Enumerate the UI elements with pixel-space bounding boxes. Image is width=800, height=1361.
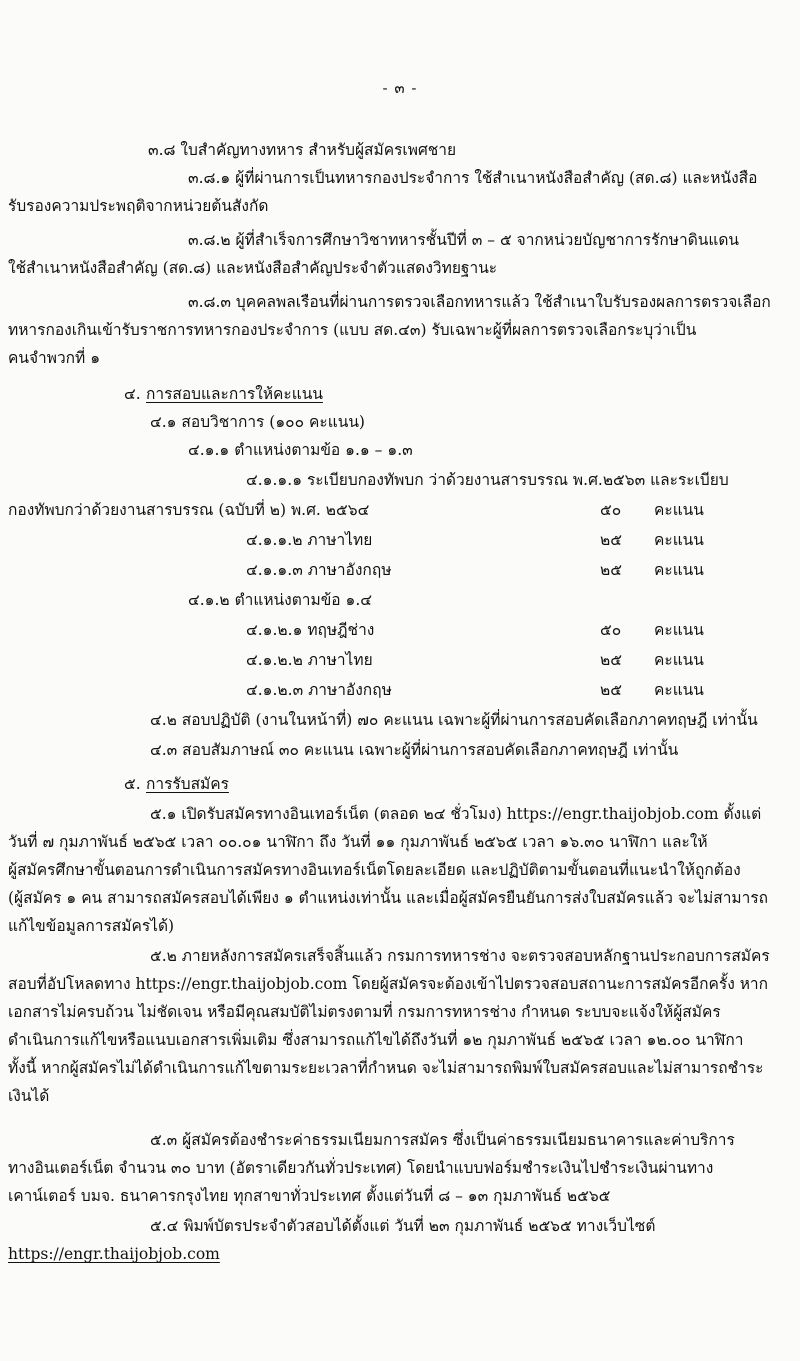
score-unit: คะแนน (654, 621, 704, 639)
item-4-1-1: ๔.๑.๑ ตำแหน่งตามข้อ ๑.๑ – ๑.๓ (188, 441, 413, 459)
para-5-1-line2: วันที่ ๗ กุมภาพันธ์ ๒๕๖๕ เวลา ๐๐.๐๑ นาฬิกา ถึง วันที่ ๑๑ กุมภาพันธ์ ๒๕๖๕ เวลา ๑๖.๓๐ นาฬิกา และให้ (8, 833, 708, 851)
item-3-8-1-line1: ๓.๘.๑ ผู้ที่ผ่านการเป็นทหารกองประจำการ ใช้สำเนาหนังสือสำคัญ (สด.๘) และหนังสือ (188, 169, 758, 187)
item-4-2: ๔.๒ สอบปฏิบัติ (งานในหน้าที่) ๗๐ คะแนน เฉพาะผู้ที่ผ่านการสอบคัดเลือกภาคทฤษฎี เท่านั้น (150, 711, 758, 729)
para-5-3-line1: ๕.๓ ผู้สมัครต้องชำระค่าธรรมเนียมการสมัคร ซึ่งเป็นค่าธรรมเนียมธนาคารและค่าบริการ (150, 1131, 735, 1149)
score-4-1-1-3: ๒๕ (600, 561, 622, 579)
para-5-2-line5: ทั้งนี้ หากผู้สมัครไม่ได้ดำเนินการแก้ไขตามระยะเวลาที่กำหนด จะไม่สามารถพิมพ์ใบสมัครสอบและไม่สามารถชำระ (8, 1059, 764, 1077)
score-unit: คะแนน (654, 501, 704, 519)
score-4-1-2-2: ๒๕ (600, 651, 622, 669)
score-unit: คะแนน (654, 681, 704, 699)
item-4-1-1-1-line1: ๔.๑.๑.๑ ระเบียบกองทัพบก ว่าด้วยงานสารบรรณ พ.ศ.๒๕๖๓ และระเบียบ (246, 471, 729, 489)
section-3-8-title: ๓.๘ ใบสำคัญทางทหาร สำหรับผู้สมัครเพศชาย (148, 141, 457, 159)
item-4-3: ๔.๓ สอบสัมภาษณ์ ๓๐ คะแนน เฉพาะผู้ที่ผ่านการสอบคัดเลือกภาคทฤษฎี เท่านั้น (150, 741, 679, 759)
item-4-1-2-2: ๔.๑.๒.๒ ภาษาไทย (246, 651, 373, 669)
item-4-1-2-1: ๔.๑.๒.๑ ทฤษฎีช่าง (246, 621, 375, 639)
score-unit: คะแนน (654, 651, 704, 669)
section-5-heading: การรับสมัคร (146, 775, 229, 793)
score-4-1-2-3: ๒๕ (600, 681, 622, 699)
score-4-1-1-2: ๒๕ (600, 531, 622, 549)
para-5-4-line1: ๕.๔ พิมพ์บัตรประจำตัวสอบได้ตั้งแต่ วันที่ ๒๓ กุมภาพันธ์ ๒๕๖๕ ทางเว็บไซต์ (150, 1217, 656, 1235)
item-4-1: ๔.๑ สอบวิชาการ (๑๐๐ คะแนน) (150, 413, 365, 431)
item-3-8-2-line2: ใช้สำเนาหนังสือสำคัญ (สด.๘) และหนังสือสำคัญประจำตัวแสดงวิทยฐานะ (8, 259, 498, 277)
item-3-8-1-line2: รับรองความประพฤติจากหน่วยต้นสังกัด (8, 197, 269, 215)
score-unit: คะแนน (654, 531, 704, 549)
para-5-2-line4: ดำเนินการแก้ไขหรือแนบเอกสารเพิ่มเติม ซึ่งสามารถแก้ไขได้ถึงวันที่ ๑๒ กุมภาพันธ์ ๒๕๖๕ เวลา ๑๒.๐๐ นาฬิกา (8, 1031, 744, 1049)
score-unit: คะแนน (654, 561, 704, 579)
section-4-heading: การสอบและการให้คะแนน (146, 385, 323, 403)
para-5-1-line3: ผู้สมัครศึกษาขั้นตอนการดำเนินการสมัครทางอินเทอร์เน็ตโดยละเอียด และปฏิบัติตามขั้นตอนที่แนะนำให้ถูกต้อง (8, 861, 741, 879)
item-3-8-2-line1: ๓.๘.๒ ผู้ที่สำเร็จการศึกษาวิชาทหารชั้นปีที่ ๓ – ๕ จากหน่วยบัญชาการรักษาดินแดน (188, 231, 740, 249)
para-5-2-line3: เอกสารไม่ครบถ้วน ไม่ชัดเจน หรือมีคุณสมบัติไม่ตรงตามที่ กรมการทหารช่าง กำหนด ระบบจะแจ้งให้ผู้สมัคร (8, 1003, 721, 1021)
score-4-1-1-1: ๕๐ (600, 501, 622, 519)
para-5-3-line3: เคาน์เตอร์ บมจ. ธนาคารกรุงไทย ทุกสาขาทั่วประเทศ ตั้งแต่วันที่ ๘ – ๑๓ กุมภาพันธ์ ๒๕๖๕ (8, 1187, 611, 1205)
item-4-1-1-3: ๔.๑.๑.๓ ภาษาอังกฤษ (246, 561, 392, 579)
section-4-number: ๔. (124, 385, 141, 403)
para-5-2-line2: สอบที่อัปโหลดทาง https://engr.thaijobjob.com โดยผู้สมัครจะต้องเข้าไปตรวจสอบสถานะการสมัครอีกครั้ง หาก (8, 975, 769, 993)
item-4-1-1-1-line2: กองทัพบกว่าด้วยงานสารบรรณ (ฉบับที่ ๒) พ.ศ. ๒๕๖๔ (8, 501, 370, 519)
para-5-1-line5: แก้ไขข้อมูลการสมัครได้) (8, 917, 175, 935)
score-4-1-2-1: ๕๐ (600, 621, 622, 639)
item-3-8-3-line2: ทหารกองเกินเข้ารับราชการทหารกองประจำการ (แบบ สด.๔๓) รับเฉพาะผู้ที่ผลการตรวจเลือกระบุว่าเป็น (8, 321, 697, 339)
item-3-8-3-line3: คนจำพวกที่ ๑ (8, 349, 101, 367)
registration-link[interactable]: https://engr.thaijobjob.com (8, 1245, 220, 1263)
section-5-number: ๕. (124, 775, 141, 793)
item-4-1-2-3: ๔.๑.๒.๓ ภาษาอังกฤษ (246, 681, 392, 699)
para-5-3-line2: ทางอินเตอร์เน็ต จำนวน ๓๐ บาท (อัตราเดียวกันทั่วประเทศ) โดยนำแบบฟอร์มชำระเงินไปชำระเงินผ่านทาง (8, 1159, 714, 1177)
item-3-8-3-line1: ๓.๘.๓ บุคคลพลเรือนที่ผ่านการตรวจเลือกทหารแล้ว ใช้สำเนาใบรับรองผลการตรวจเลือก (188, 293, 771, 311)
para-5-2-line1: ๕.๒ ภายหลังการสมัครเสร็จสิ้นแล้ว กรมการทหารช่าง จะตรวจสอบหลักฐานประกอบการสมัคร (150, 947, 770, 965)
page-number: - ๓ - (382, 79, 418, 97)
para-5-1-line1: ๕.๑ เปิดรับสมัครทางอินเทอร์เน็ต (ตลอด ๒๔ ชั่วโมง) https://engr.thaijobjob.com ตั้งแต่ (150, 805, 762, 823)
para-5-2-line6: เงินได้ (8, 1087, 50, 1105)
para-5-1-line4: (ผู้สมัคร ๑ คน สามารถสมัครสอบได้เพียง ๑ ตำแหน่งเท่านั้น และเมื่อผู้สมัครยืนยันการส่งใบสมัครแล้ว จะไม่สามารถ (8, 889, 769, 907)
item-4-1-2: ๔.๑.๒ ตำแหน่งตามข้อ ๑.๔ (188, 591, 373, 609)
item-4-1-1-2: ๔.๑.๑.๒ ภาษาไทย (246, 531, 373, 549)
